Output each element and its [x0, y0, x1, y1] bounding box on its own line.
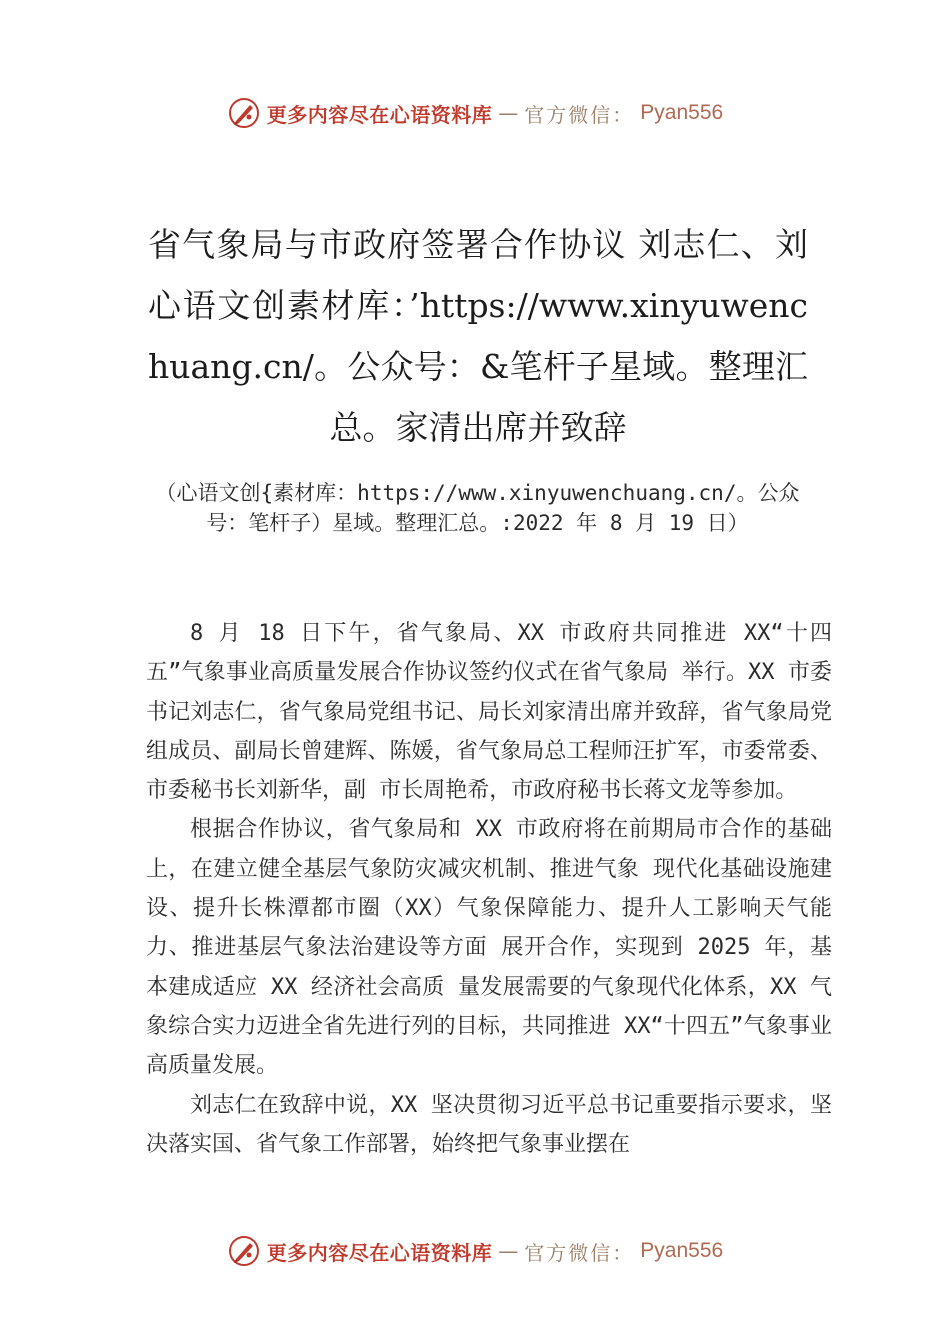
document-body — [146, 614, 832, 1164]
banner-wechat-label: 官方微信： — [524, 102, 635, 127]
banner-dash: — — [498, 1239, 519, 1263]
footer-banner — [0, 1234, 950, 1268]
banner-wechat-label: 官方微信： — [524, 1240, 635, 1265]
banner-wechat-id: Pyan556 — [640, 1239, 724, 1262]
banner-dash: — — [498, 101, 519, 125]
body-paragraph: 根据合作协议，省气象局和 XX 市政府将在前期局市合作的基础上，在建立健全基层气象防灾减灾机制、推进气象 现代化基础设施建设、提升长株潭都市圈（XX）气象保障能力、提升人工影响天气能力、推进基层气象法治建设等方面 展开合作，实现到 2025 年，基本建成适应 XX 经济社会高质 量发展需要的气象现代化体系，XX 气象综合实力迈进全省先进行列的目标，共同推进 XX“十四五”气象事业高质量发展。 — [146, 817, 832, 1079]
body-paragraph: 8 月 18 日下午，省气象局、XX 市政府共同推进 XX“十四五”气象事业高质量发展合作协议签约仪式在省气象局 举行。XX 市委书记刘志仁，省气象局党组书记、局长刘家清出席并致辞，省气象局党组成员、副局长曾建辉、陈媛，省气象局总工程师汪扩军，市委常委、市委秘书长刘新华，副 市长周艳希，市政府秘书长蒋文龙等参加。 — [146, 621, 832, 804]
banner-brand-text: 更多内容尽在心语资料库 — [266, 1240, 493, 1265]
pen-nib-logo-icon — [227, 1234, 261, 1268]
document-dateline: （心语文创{素材库：https://www.xinyuwenchuang.cn/。公众号：笔杆子）星域。整理汇总。:2022 年 8 月 19 日） — [155, 481, 800, 535]
header-banner — [0, 96, 950, 130]
document-title: 省气象局与市政府签署合作协议 刘志仁、刘心语文创素材库：’https://www.xinyuwenchuang.cn/。公众号：&笔杆子星域。整理汇总。家清出席并致辞 — [148, 225, 808, 447]
banner-wechat-id: Pyan556 — [640, 101, 724, 124]
pen-nib-logo-icon — [227, 96, 261, 130]
body-paragraph: 刘志仁在致辞中说，XX 坚决贯彻习近平总书记重要指示要求，坚决落实国、省气象工作部署，始终把气象事业摆在 — [146, 1092, 832, 1157]
banner-brand-text: 更多内容尽在心语资料库 — [266, 102, 493, 127]
